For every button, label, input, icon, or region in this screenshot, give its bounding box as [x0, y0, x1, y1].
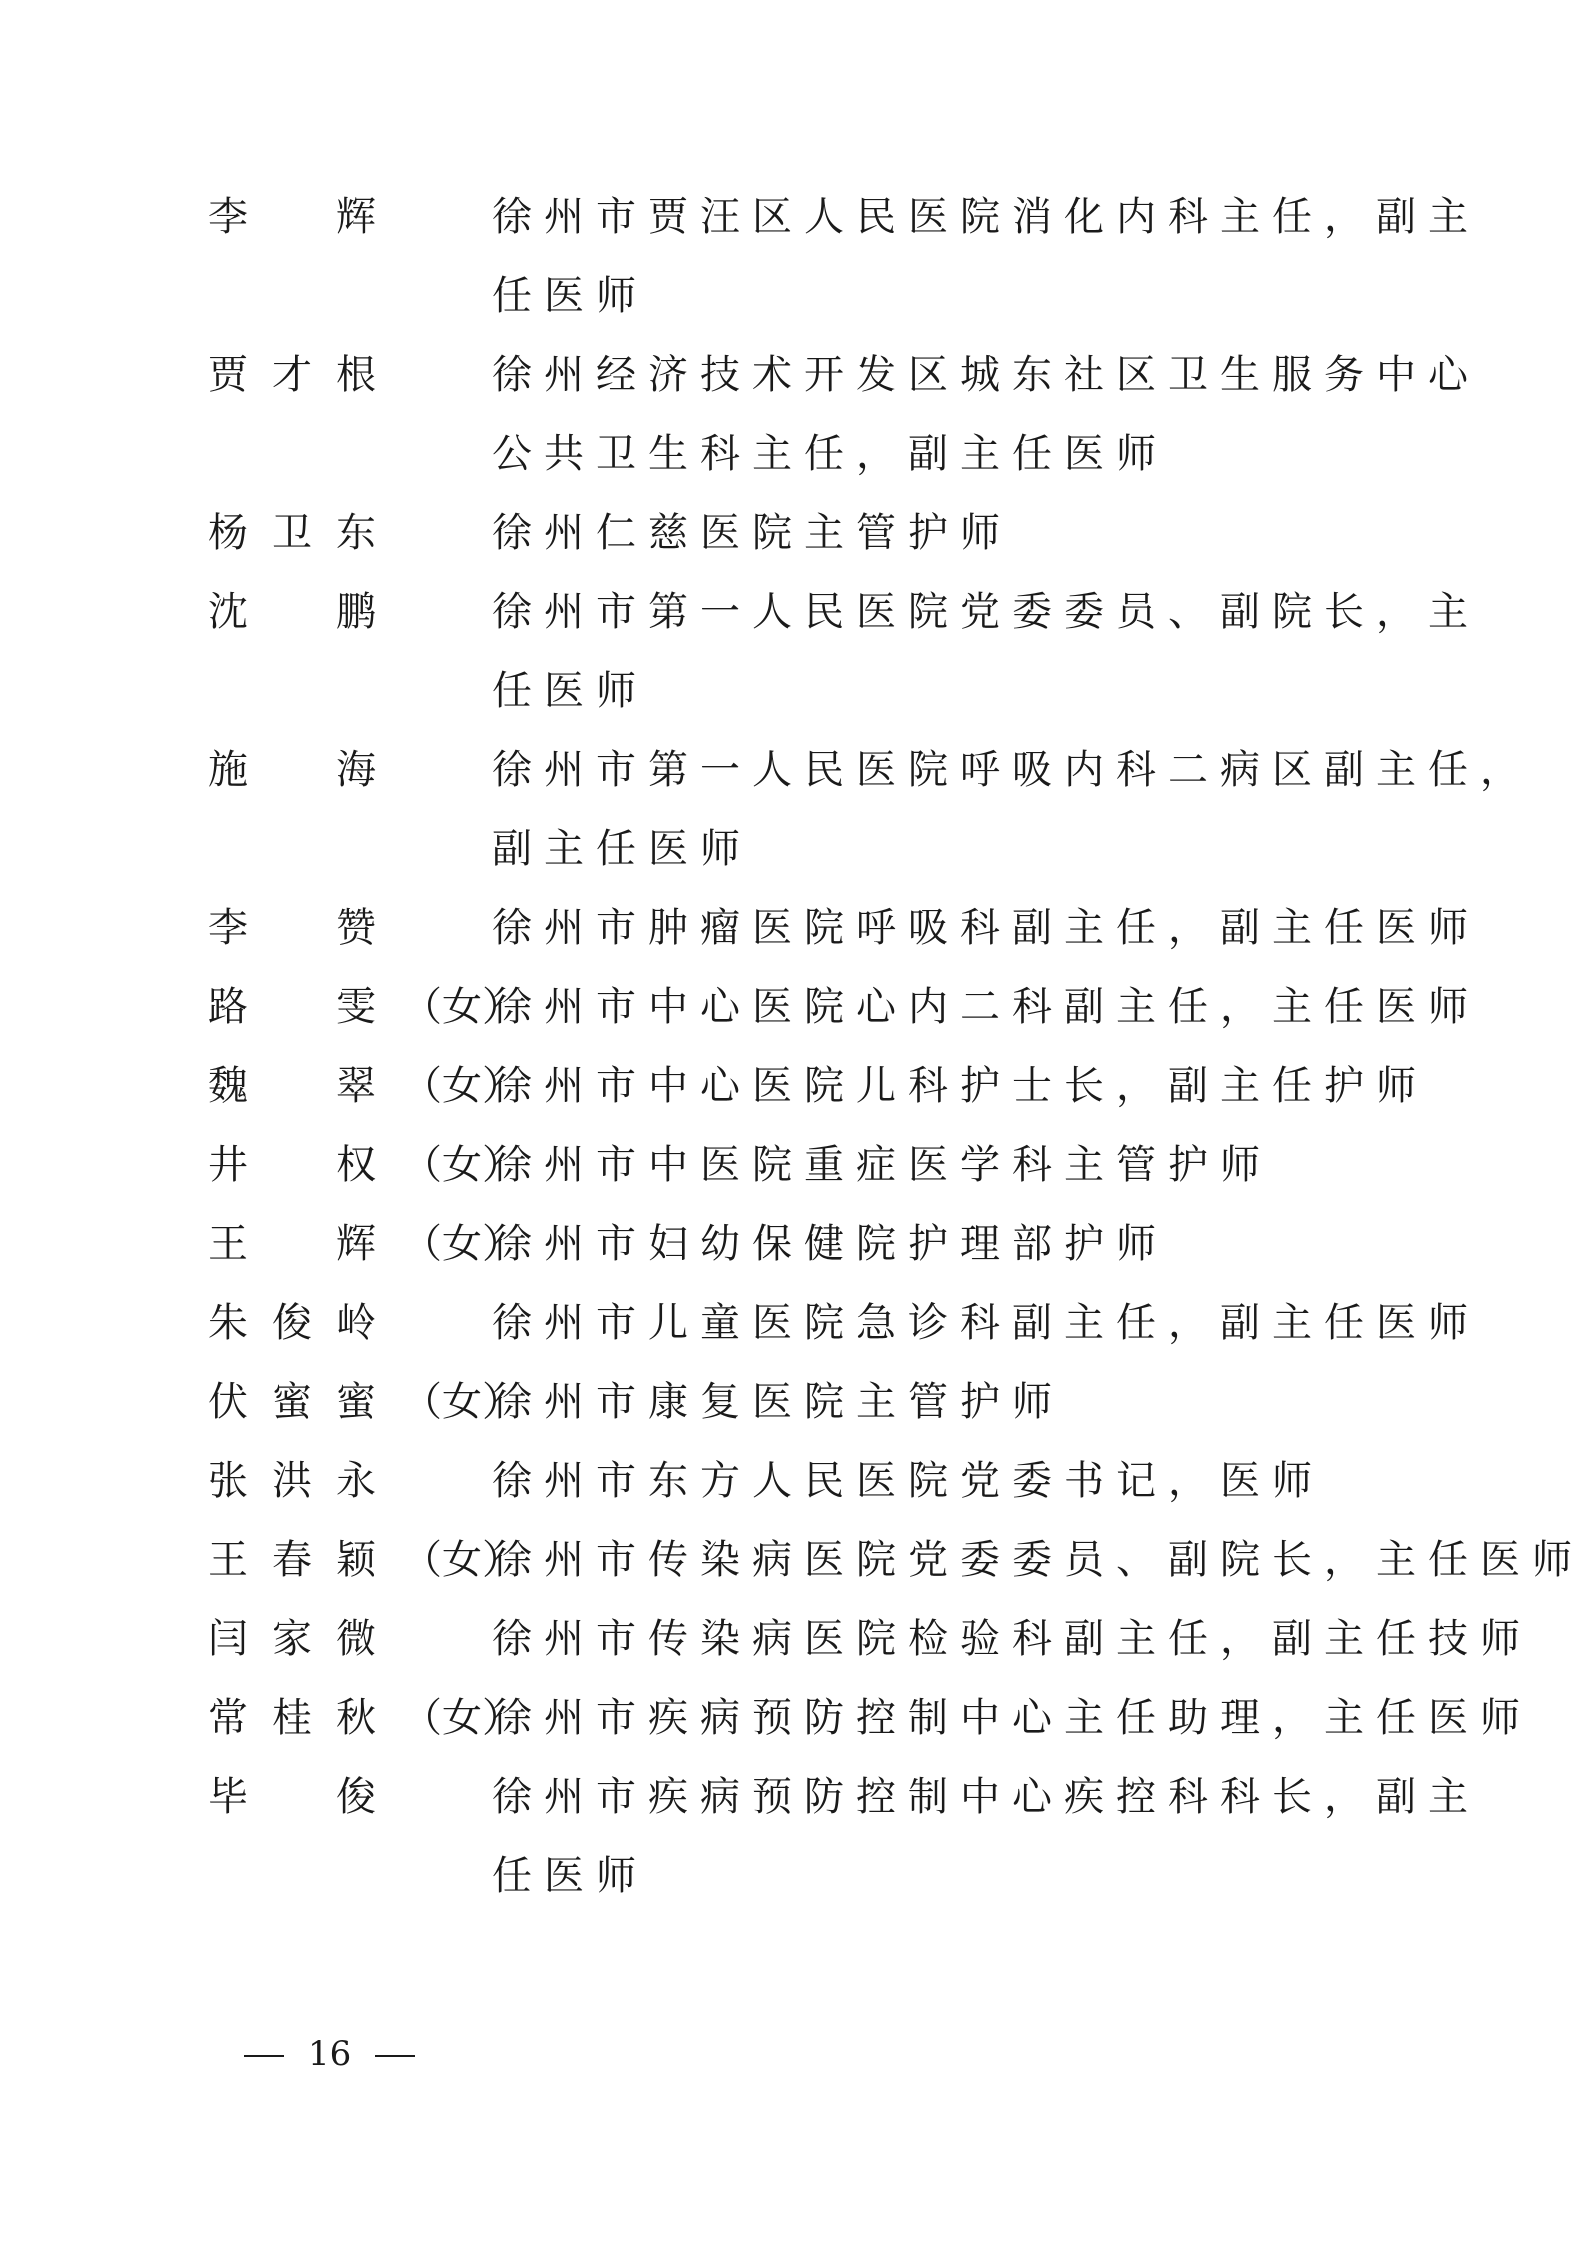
position-description: [492, 968, 1480, 1047]
description-line: 徐州市贾汪区人民医院消化内科主任，副主: [492, 194, 1480, 240]
name-char: 家: [272, 1616, 312, 1662]
name-char: 贾: [208, 352, 248, 398]
name-char: 辉: [336, 1221, 376, 1267]
name-char: 张: [208, 1458, 248, 1504]
name-char: 卫: [272, 510, 312, 556]
person-name: [208, 1758, 402, 1837]
gender-note: （女）: [402, 1221, 522, 1267]
description-line: 任医师: [492, 273, 648, 319]
person-name: [208, 968, 522, 1047]
description-line: 徐州市中心医院儿科护士长，副主任护师: [492, 1063, 1428, 1109]
name-char: 鹏: [336, 589, 376, 635]
description-line: 徐州市疾病预防控制中心疾控科科长，副主: [492, 1774, 1480, 1820]
footer-dash-left: [244, 2055, 284, 2057]
person-name: [208, 1442, 402, 1521]
position-description: [492, 1679, 1532, 1758]
name-char: 辉: [336, 194, 376, 240]
name-char: 路: [208, 984, 248, 1030]
name-char: 李: [208, 905, 248, 951]
person-name: [208, 1205, 522, 1284]
position-description: [492, 1363, 1392, 1442]
description-line: 徐州市传染病医院检验科副主任，副主任技师: [492, 1616, 1532, 1662]
name-char: 李: [208, 194, 248, 240]
position-description: [492, 1047, 1428, 1126]
description-line: 徐州经济技术开发区城东社区卫生服务中心: [492, 352, 1480, 398]
name-char: 海: [336, 747, 376, 793]
name-char: 王: [208, 1537, 248, 1583]
name-char: 蜜: [336, 1379, 376, 1425]
person-name: [208, 1363, 522, 1442]
name-char: 秋: [336, 1695, 376, 1741]
position-description: [492, 494, 1392, 573]
position-description: [492, 1284, 1480, 1363]
description-line: 任医师: [492, 1853, 648, 1899]
name-char: 赞: [336, 905, 376, 951]
position-description: [492, 178, 1480, 336]
name-char: 施: [208, 747, 248, 793]
person-name: [208, 1284, 402, 1363]
position-description: [492, 1521, 1584, 1600]
person-name: [208, 1600, 402, 1679]
footer-dash-right: [375, 2055, 415, 2057]
gender-note: （女）: [402, 1695, 522, 1741]
name-char: 权: [336, 1142, 376, 1188]
name-char: 闫: [208, 1616, 248, 1662]
name-char: 翠: [336, 1063, 376, 1109]
name-char: 微: [336, 1616, 376, 1662]
name-char: 沈: [208, 589, 248, 635]
gender-note: （女）: [402, 1063, 522, 1109]
name-char: 颖: [336, 1537, 376, 1583]
name-char: 根: [336, 352, 376, 398]
description-line: 任医师: [492, 668, 648, 714]
person-name: [208, 1679, 522, 1758]
description-line: 徐州市第一人民医院党委委员、副院长，主: [492, 589, 1480, 635]
name-char: 毕: [208, 1774, 248, 1820]
position-description: [492, 1600, 1532, 1679]
position-description: [492, 573, 1480, 731]
name-char: 伏: [208, 1379, 248, 1425]
position-description: [492, 889, 1480, 968]
name-char: 俊: [272, 1300, 312, 1346]
name-char: 常: [208, 1695, 248, 1741]
name-char: 东: [336, 510, 376, 556]
description-line: 徐州市第一人民医院呼吸内科二病区副主任，: [492, 747, 1532, 793]
description-line: 徐州市儿童医院急诊科副主任，副主任医师: [492, 1300, 1480, 1346]
description-line: 徐州市中医院重症医学科主管护师: [492, 1142, 1272, 1188]
description-line: 徐州市东方人民医院党委书记，医师: [492, 1458, 1324, 1504]
position-description: [492, 1205, 1392, 1284]
description-line: 徐州市传染病医院党委委员、副院长，主任医师: [492, 1537, 1584, 1583]
description-line: 徐州仁慈医院主管护师: [492, 510, 1012, 556]
name-char: 永: [336, 1458, 376, 1504]
person-name: [208, 1126, 522, 1205]
position-description: [492, 1758, 1480, 1916]
gender-note: （女）: [402, 1142, 522, 1188]
description-line: 徐州市疾病预防控制中心主任助理，主任医师: [492, 1695, 1532, 1741]
position-description: [492, 731, 1532, 889]
person-name: [208, 178, 402, 257]
person-name: [208, 889, 402, 968]
name-char: 岭: [336, 1300, 376, 1346]
person-name: [208, 731, 402, 810]
name-char: 王: [208, 1221, 248, 1267]
name-char: 井: [208, 1142, 248, 1188]
page-number: 16: [308, 2034, 352, 2074]
name-char: 春: [272, 1537, 312, 1583]
person-name: [208, 1047, 522, 1126]
person-name: [208, 336, 402, 415]
gender-note: （女）: [402, 984, 522, 1030]
name-char: 雯: [336, 984, 376, 1030]
page-footer: [244, 2024, 415, 2084]
name-char: 朱: [208, 1300, 248, 1346]
name-char: 洪: [272, 1458, 312, 1504]
name-char: 杨: [208, 510, 248, 556]
description-line: 徐州市肿瘤医院呼吸科副主任，副主任医师: [492, 905, 1480, 951]
name-char: 桂: [272, 1695, 312, 1741]
person-name: [208, 573, 402, 652]
gender-note: （女）: [402, 1379, 522, 1425]
position-description: [492, 1442, 1392, 1521]
name-char: 俊: [336, 1774, 376, 1820]
position-description: [492, 336, 1480, 494]
description-line: 徐州市妇幼保健院护理部护师: [492, 1221, 1168, 1267]
name-char: 魏: [208, 1063, 248, 1109]
person-name: [208, 1521, 522, 1600]
description-line: 徐州市中心医院心内二科副主任，主任医师: [492, 984, 1480, 1030]
description-line: 副主任医师: [492, 826, 752, 872]
description-line: 公共卫生科主任，副主任医师: [492, 431, 1168, 477]
name-char: 才: [272, 352, 312, 398]
person-name: [208, 494, 402, 573]
position-description: [492, 1126, 1392, 1205]
gender-note: （女）: [402, 1537, 522, 1583]
name-char: 蜜: [272, 1379, 312, 1425]
description-line: 徐州市康复医院主管护师: [492, 1379, 1064, 1425]
